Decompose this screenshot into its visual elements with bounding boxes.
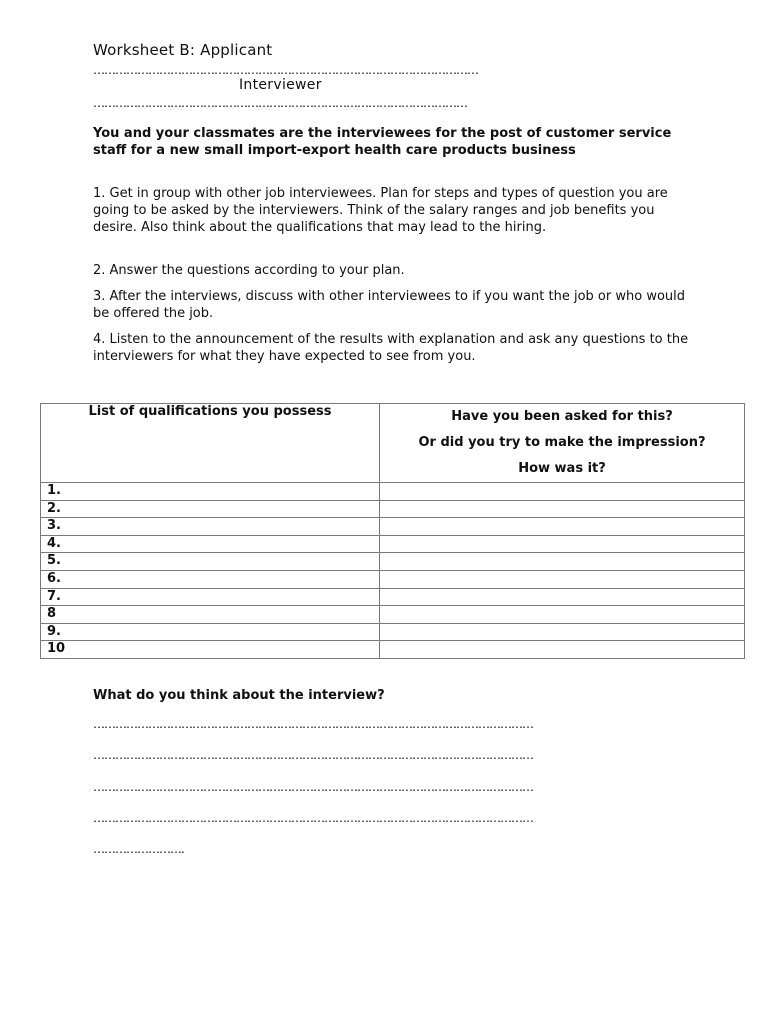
row-label: 7. <box>41 588 380 606</box>
row-label: 3. <box>41 518 380 536</box>
step-4-text: 4. Listen to the announcement of the results with explanation and ask any questions to the interviewers for what they have expected to see from you. <box>93 332 689 364</box>
asked-header-line-1: Have you been asked for this? <box>451 409 673 424</box>
row-label: 6. <box>41 570 380 588</box>
answer-line[interactable]: ……………………. <box>93 842 184 856</box>
row-label: 2. <box>41 500 380 518</box>
row-label: 5. <box>41 553 380 571</box>
table-row <box>41 570 745 588</box>
answer-cell[interactable] <box>380 483 745 501</box>
row-label: 8 <box>41 606 380 624</box>
table-row <box>41 535 745 553</box>
step-1-text: 1. Get in group with other job interviewees. Plan for steps and types of question you are going to be asked by the interviewers. Think of the salary ranges and job benefits you desire. Also think about the qualifications that may lead to the hiring. <box>93 186 668 235</box>
answer-line[interactable]: ………………………………………………………………………………………………………… <box>93 780 533 794</box>
table-row <box>41 623 745 641</box>
row-label: 1. <box>41 483 380 501</box>
step-2-text: 2. Answer the questions according to your plan. <box>93 263 405 278</box>
table-row <box>41 483 745 501</box>
interviewer-label: Interviewer <box>239 77 322 93</box>
table-row <box>41 588 745 606</box>
applicant-name-line: …………………………………………………………………………………………… <box>93 63 478 77</box>
row-label: 4. <box>41 535 380 553</box>
worksheet-title: Worksheet B: Applicant <box>93 41 273 59</box>
asked-header-line-3: How was it? <box>518 461 606 476</box>
answer-line[interactable]: ………………………………………………………………………………………………………… <box>93 748 533 762</box>
answer-cell[interactable] <box>380 500 745 518</box>
table-header-row <box>41 404 745 483</box>
qualifications-column-header <box>41 404 380 483</box>
table-row <box>41 553 745 571</box>
qualifications-table <box>40 403 745 659</box>
answer-line[interactable]: ………………………………………………………………………………………………………… <box>93 717 533 731</box>
table-row <box>41 500 745 518</box>
answer-cell[interactable] <box>380 570 745 588</box>
answer-cell[interactable] <box>380 518 745 536</box>
row-label: 10 <box>41 641 380 659</box>
asked-column-header <box>380 404 745 483</box>
table-row <box>41 518 745 536</box>
qualifications-column-header-text: List of qualifications you possess <box>88 404 332 419</box>
table-row <box>41 606 745 624</box>
answer-line[interactable]: ………………………………………………………………………………………………………… <box>93 811 533 825</box>
answer-cell[interactable] <box>380 535 745 553</box>
answer-cell[interactable] <box>380 588 745 606</box>
reflection-question: What do you think about the interview? <box>93 688 385 703</box>
row-label: 9. <box>41 623 380 641</box>
table-row <box>41 641 745 659</box>
answer-cell[interactable] <box>380 623 745 641</box>
asked-header-line-2: Or did you try to make the impression? <box>418 435 706 450</box>
intro-paragraph: You and your classmates are the interviewees for the post of customer service staff for a new small import-export health care products business <box>93 126 672 158</box>
answer-cell[interactable] <box>380 606 745 624</box>
step-3-text: 3. After the interviews, discuss with other interviewees to if you want the job or who would be offered the job. <box>93 289 686 321</box>
answer-cell[interactable] <box>380 553 745 571</box>
answer-cell[interactable] <box>380 641 745 659</box>
interviewer-name-line: ………………………………………………………………………………………… <box>93 96 467 110</box>
